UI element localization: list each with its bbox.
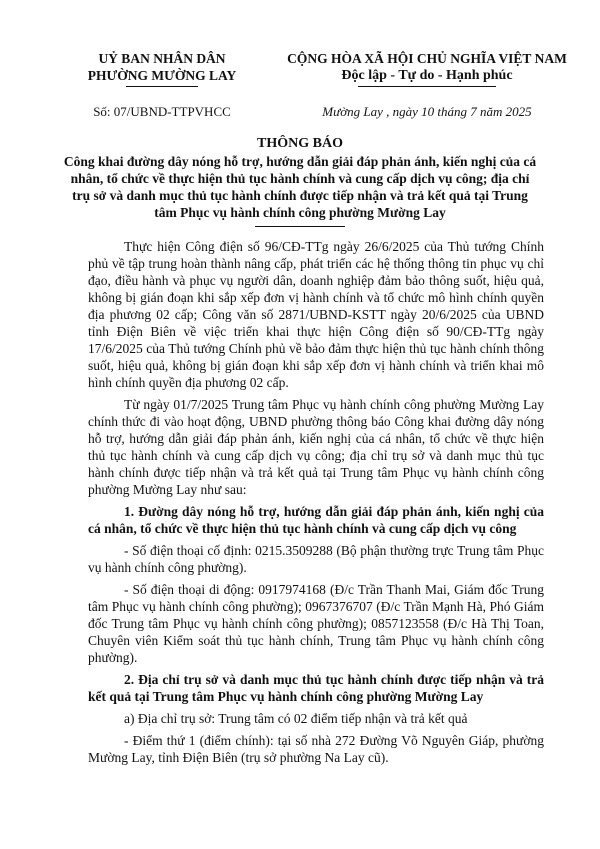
document-subject: Công khai đường dây nóng hỗ trợ, hướng dẫn giải đáp phản ánh, kiến nghị của cá nhân, tổ chức về thực hiện thủ tục hành chính và cung cấp dịch vụ công; địa chỉ trụ sở và danh mục thủ tục hành chính được tiếp nhận và trả kết quả tại Trung tâm Phục vụ hành chính công phường Mường Lay: [63, 154, 537, 220]
paragraph-address: a) Địa chỉ trụ sở: Trung tâm có 02 điểm tiếp nhận và trả kết quả: [124, 711, 468, 726]
paragraph-legal-basis: Thực hiện Công điện số 96/CĐ-TTg ngày 26/6/2025 của Thủ tướng Chính phủ về tập trung hoàn thành nâng cấp, phát triển các hệ thống thông tin phục vụ chỉ đạo, điều hành và phục vụ người dân, doanh nghiệp đảm bảo thông suốt, hiệu quả, không bị gián đoạn khi sắp xếp đơn vị hành chính và tổ chức mô hình chính quyền địa phương 02 cấp; Công văn số 2871/UBND-KSTT ngày 20/6/2025 của UBND tỉnh Điện Biên về việc triển khai thực hiện Công điện số 90/CĐ-TTg ngày 17/6/2025 của Thủ tướng Chính phủ về bảo đảm thực hiện thủ tục hành chính thông suốt, hiệu quả, không bị gián đoạn khi sắp xếp đơn vị hành chính và triển khai mô hình chính quyền địa phương 02 cấp.: [88, 239, 544, 390]
motto-underline: [358, 86, 496, 87]
issuing-authority: [62, 50, 262, 84]
org-name-line2: PHƯỜNG MƯỜNG LAY: [87, 68, 237, 83]
nation-name: CỘNG HÒA XÃ HỘI CHỦ NGHĨA VIỆT NAM: [287, 51, 567, 66]
authority-underline: [126, 86, 198, 87]
motto-line: Độc lập - Tự do - Hạnh phúc: [341, 68, 513, 83]
document-body: [88, 238, 544, 771]
org-name-line1: UỶ BAN NHÂN DÂN: [98, 51, 226, 66]
document-number: Số: 07/UBND-TTPVHCC: [93, 104, 231, 119]
place-and-date: Mường Lay , ngày 10 tháng 7 năm 2025: [322, 104, 532, 119]
national-motto: [272, 50, 582, 84]
paragraph-landline: - Số điện thoại cố định: 0215.3509288 (Bộ phận thường trực Trung tâm Phục vụ hành chính công phường).: [88, 543, 544, 575]
paragraph-mobile-numbers: - Số điện thoại di động: 0917974168 (Đ/c Trần Thanh Mai, Giám đốc Trung tâm Phục vụ hành chính công phường); 0967376707 (Đ/c Trần Mạnh Hà, Phó Giám đốc Trung tâm Phục vụ hành chính công phường); 0857123558 (Đ/c Hà Thị Toan, Chuyên viên Kiểm soát thủ tục hành chính, Trung tâm Phục vụ hành chính công phường).: [88, 582, 544, 665]
section-heading-address: 2. Địa chỉ trụ sở và danh mục thủ tục hành chính được tiếp nhận và trả kết quả tại Trung tâm Phục vụ hành chính công phường Mường Lay: [88, 672, 544, 704]
document-title: [60, 135, 540, 221]
paragraph-announcement: Từ ngày 01/7/2025 Trung tâm Phục vụ hành chính công phường Mường Lay chính thức đi vào hoạt động, UBND phường thông báo Công khai đường dây nóng hỗ trợ, hướng dẫn giải đáp phản ánh, kiến nghị của cá nhân, tổ chức về thực hiện thủ tục hành chính và cung cấp dịch vụ công; địa chỉ trụ sở và danh mục thủ tục hành chính được tiếp nhận và trả kết quả tại Trung tâm Phục vụ hành chính công phường Mường Lay như sau:: [88, 397, 544, 497]
paragraph-point-one: - Điểm thứ 1 (điểm chính): tại số nhà 272 Đường Võ Nguyên Giáp, phường Mường Lay, tỉnh Điện Biên (trụ sở phường Na Lay cũ).: [88, 733, 544, 765]
section-heading-hotline: 1. Đường dây nóng hỗ trợ, hướng dẫn giải đáp phản ánh, kiến nghị của cá nhân, tổ chức về thực hiện thủ tục hành chính và cung cấp dịch vụ công: [88, 504, 544, 536]
title-underline: [255, 226, 345, 227]
document-type: THÔNG BÁO: [257, 136, 343, 151]
